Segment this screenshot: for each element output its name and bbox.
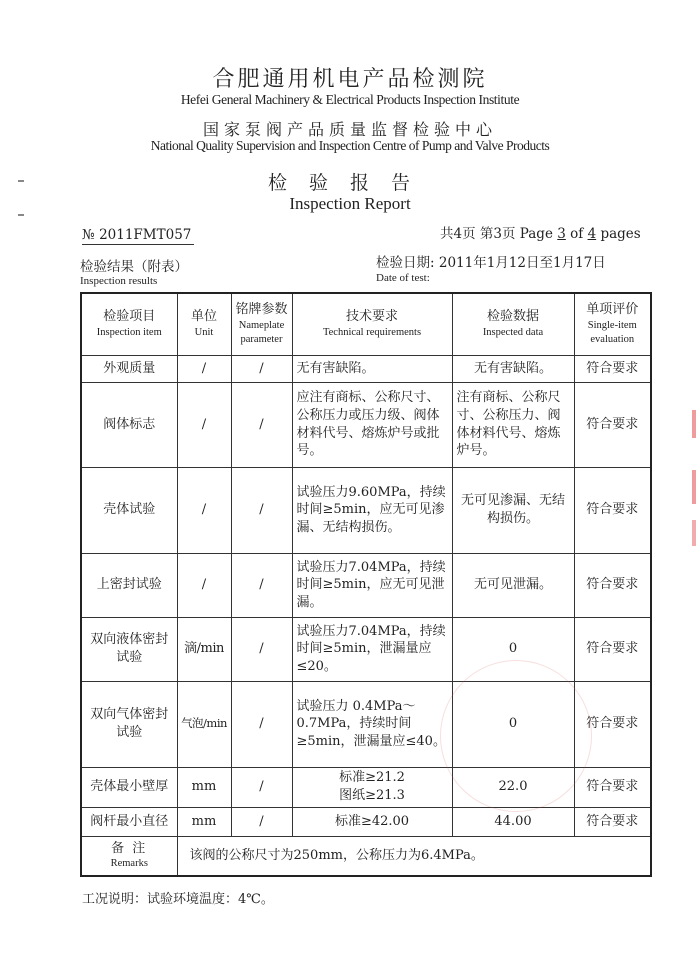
cell-unit: / bbox=[177, 553, 231, 617]
cell-nameplate: / bbox=[231, 681, 292, 767]
cell-unit: / bbox=[177, 355, 231, 382]
cell-requirement: 试验压力 0.4MPa～0.7MPa，持续时间≥5min，泄漏量应≤40。 bbox=[292, 681, 452, 767]
table-row bbox=[81, 807, 651, 836]
header-eval-en2: evaluation bbox=[590, 334, 635, 346]
cell-item: 壳体试验 bbox=[81, 467, 177, 553]
condition-note: 工况说明：试验环境温度：4℃。 bbox=[82, 892, 274, 907]
cell-evaluation: 符合要求 bbox=[574, 807, 651, 836]
page-indicator-en-of: of bbox=[570, 226, 584, 242]
cell-data: 44.00 bbox=[452, 807, 574, 836]
cell-data: 无可见泄漏。 bbox=[452, 553, 574, 617]
cell-requirement bbox=[292, 767, 452, 807]
cell-item: 外观质量 bbox=[81, 355, 177, 382]
remarks-text: 该阀的公称尺寸为250mm，公称压力为6.4MPa。 bbox=[177, 836, 651, 876]
header-unit bbox=[177, 293, 231, 355]
table-header-row bbox=[81, 293, 651, 355]
header-evaluation bbox=[574, 293, 651, 355]
requirement-standard: 标准≥21.2 bbox=[339, 770, 405, 786]
cell-requirement: 无有害缺陷。 bbox=[292, 355, 452, 382]
test-date-label-cn: 检验日期: bbox=[376, 255, 435, 271]
remarks-label-en: Remarks bbox=[110, 858, 148, 870]
cell-unit: 滴/min bbox=[177, 617, 231, 681]
cell-data: 0 bbox=[452, 681, 574, 767]
report-title-cn: 检验报告 bbox=[267, 172, 432, 194]
institute-name-cn: 合肥通用机电产品检测院 bbox=[212, 67, 488, 92]
report-number-prefix: № bbox=[82, 227, 95, 243]
header-nameplate bbox=[231, 293, 292, 355]
cell-requirement: 应注有商标、公称尺寸、公称压力或压力级、阀体材料代号、熔炼炉号或批号。 bbox=[292, 382, 452, 467]
cell-requirement: 标准≥42.00 bbox=[292, 807, 452, 836]
report-number-value: 2011FMT057 bbox=[99, 227, 192, 243]
cell-nameplate: / bbox=[231, 467, 292, 553]
header-data-en: Inspected data bbox=[482, 326, 544, 338]
header-item-cn: 检验项目 bbox=[103, 309, 156, 325]
remarks-row bbox=[81, 836, 651, 876]
results-heading-en: Inspection results bbox=[80, 275, 158, 287]
header-unit-cn: 单位 bbox=[190, 309, 217, 325]
header-req-cn: 技术要求 bbox=[345, 309, 398, 325]
seal-impression bbox=[440, 660, 592, 812]
cell-evaluation: 符合要求 bbox=[574, 553, 651, 617]
page-indicator-en-suffix: pages bbox=[600, 226, 641, 242]
header-technical-requirements bbox=[292, 293, 452, 355]
table-row bbox=[81, 553, 651, 617]
edge-stamp-mark bbox=[692, 470, 696, 504]
page-indicator bbox=[440, 222, 641, 242]
edge-stamp-mark bbox=[692, 410, 696, 438]
page-total: 4 bbox=[587, 226, 597, 242]
page-indicator-en-prefix: Page bbox=[519, 226, 553, 242]
test-date-label-en: Date of test: bbox=[376, 272, 430, 284]
table-row bbox=[81, 467, 651, 553]
header-nameplate-en2: parameter bbox=[240, 334, 283, 346]
cell-evaluation: 符合要求 bbox=[574, 681, 651, 767]
cell-nameplate: / bbox=[231, 553, 292, 617]
report-title-en: Inspection Report bbox=[289, 194, 411, 213]
cell-nameplate: / bbox=[231, 617, 292, 681]
cell-unit: 气泡/min bbox=[177, 681, 231, 767]
cell-nameplate: / bbox=[231, 807, 292, 836]
page-indicator-cn: 共4页 第3页 bbox=[440, 226, 516, 242]
header-req-en: Technical requirements bbox=[322, 326, 422, 338]
cell-unit: / bbox=[177, 382, 231, 467]
header-eval-en1: Single-item bbox=[587, 319, 637, 331]
cell-unit: / bbox=[177, 467, 231, 553]
header-nameplate-en1: Nameplate bbox=[238, 319, 285, 331]
cell-data: 注有商标、公称尺寸、公称压力、阀体材料代号、熔炼炉号。 bbox=[452, 382, 574, 467]
cell-requirement: 试验压力7.04MPa，持续时间≥5min，泄漏量应≤20。 bbox=[292, 617, 452, 681]
header-inspected-data bbox=[452, 293, 574, 355]
cell-data: 0 bbox=[452, 617, 574, 681]
cell-unit: mm bbox=[177, 807, 231, 836]
scan-margin-mark bbox=[18, 180, 24, 182]
header-unit-en: Unit bbox=[194, 326, 214, 338]
cell-nameplate: / bbox=[231, 767, 292, 807]
requirement-drawing: 图纸≥21.3 bbox=[339, 788, 405, 803]
header-inspection-item bbox=[81, 293, 177, 355]
cell-data: 无可见渗漏、无结构损伤。 bbox=[452, 467, 574, 553]
cell-requirement: 试验压力9.60MPa，持续时间≥5min，应无可见渗漏、无结构损伤。 bbox=[292, 467, 452, 553]
cell-item: 双向气体密封试验 bbox=[81, 681, 177, 767]
header-eval-cn: 单项评价 bbox=[586, 302, 639, 318]
centre-name-cn: 国家泵阀产品质量监督检验中心 bbox=[202, 120, 497, 139]
results-heading-cn: 检验结果（附表） bbox=[80, 259, 188, 275]
cell-evaluation: 符合要求 bbox=[574, 617, 651, 681]
cell-data: 无有害缺陷。 bbox=[452, 355, 574, 382]
cell-item: 双向液体密封试验 bbox=[81, 617, 177, 681]
cell-evaluation: 符合要求 bbox=[574, 355, 651, 382]
cell-item: 上密封试验 bbox=[81, 553, 177, 617]
test-date bbox=[376, 251, 606, 271]
remarks-label bbox=[81, 836, 177, 876]
scan-margin-mark bbox=[18, 214, 24, 216]
cell-requirement: 试验压力7.04MPa，持续时间≥5min，应无可见泄漏。 bbox=[292, 553, 452, 617]
cell-evaluation: 符合要求 bbox=[574, 767, 651, 807]
edge-stamp-mark bbox=[692, 520, 696, 546]
cell-item: 阀体标志 bbox=[81, 382, 177, 467]
cell-nameplate: / bbox=[231, 382, 292, 467]
table-row bbox=[81, 382, 651, 467]
cell-unit: mm bbox=[177, 767, 231, 807]
header-nameplate-cn: 铭牌参数 bbox=[235, 302, 288, 318]
cell-item: 壳体最小壁厚 bbox=[81, 767, 177, 807]
cell-data: 22.0 bbox=[452, 767, 574, 807]
institute-name-en: Hefei General Machinery & Electrical Products Inspection Institute bbox=[180, 92, 520, 107]
cell-nameplate: / bbox=[231, 355, 292, 382]
table-row bbox=[81, 355, 651, 382]
header-item-en: Inspection item bbox=[96, 326, 162, 338]
table-row bbox=[81, 617, 651, 681]
cell-item: 阀杆最小直径 bbox=[81, 807, 177, 836]
header-data-cn: 检验数据 bbox=[486, 309, 539, 325]
cell-evaluation: 符合要求 bbox=[574, 467, 651, 553]
test-date-value: 2011年1月12日至1月17日 bbox=[438, 255, 606, 271]
centre-name-en: National Quality Supervision and Inspection Centre of Pump and Valve Products bbox=[150, 138, 550, 153]
remarks-label-cn: 备 注 bbox=[111, 840, 148, 856]
cell-evaluation: 符合要求 bbox=[574, 382, 651, 467]
page-current: 3 bbox=[557, 226, 566, 242]
report-number bbox=[82, 227, 194, 245]
